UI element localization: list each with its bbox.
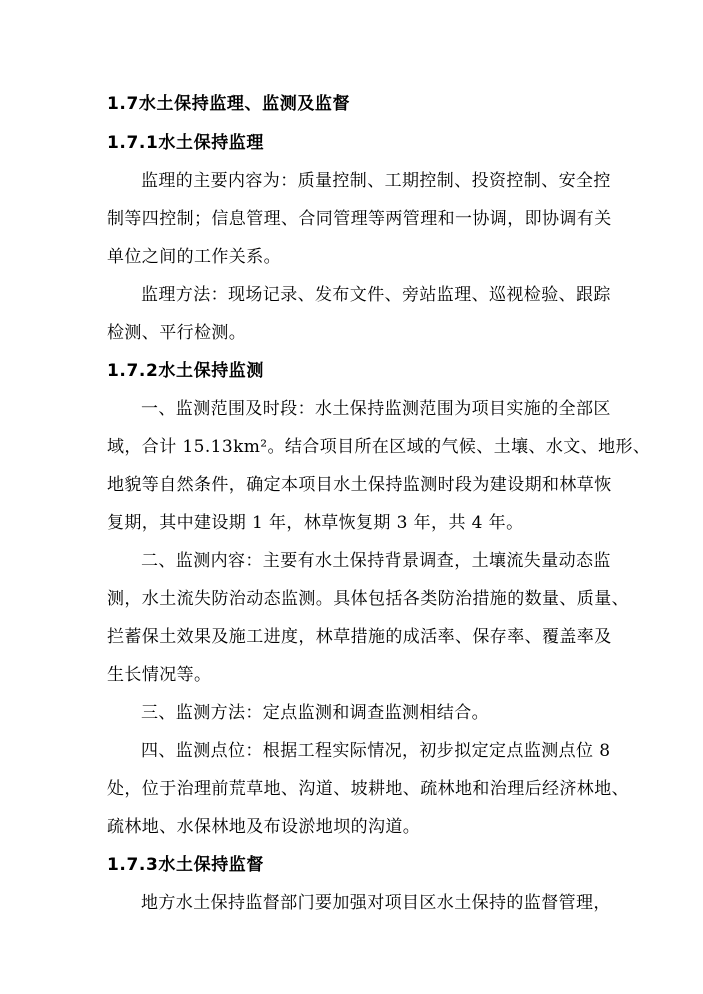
paragraph-line: 地方水土保持监督部门要加强对项目区水土保持的监督管理， [141, 893, 611, 913]
paragraph-line: 复期，其中建设期 1 年，林草恢复期 3 年，共 4 年。 [107, 513, 524, 533]
paragraph-line: 处，位于治理前荒草地、沟道、坡耕地、疏林地和治理后经济林地、 [107, 779, 629, 799]
paragraph-line: 疏林地、水保林地及布设淤地坝的沟道。 [107, 817, 421, 837]
section-heading-1-7: 1.7水土保持监理、监测及监督 [107, 94, 351, 114]
paragraph-line: 域，合计 15.13km²。结合项目所在区域的气候、土壤、水文、地形、 [107, 437, 651, 457]
paragraph-line: 监理的主要内容为：质量控制、工期控制、投资控制、安全控 [141, 171, 611, 191]
paragraph-line: 生长情况等。 [107, 665, 212, 685]
section-heading-1-7-3: 1.7.3水土保持监督 [107, 855, 265, 875]
paragraph-line: 拦蓄保土效果及施工进度，林草措施的成活率、保存率、覆盖率及 [107, 627, 612, 647]
paragraph-line: 三、监测方法：定点监测和调查监测相结合。 [141, 703, 489, 723]
paragraph-line: 四、监测点位：根据工程实际情况，初步拟定定点监测点位 8 [141, 741, 611, 761]
section-heading-1-7-2: 1.7.2水土保持监测 [107, 361, 265, 381]
paragraph-line: 二、监测内容：主要有水土保持背景调查，土壤流失量动态监 [141, 551, 611, 571]
paragraph-line: 单位之间的工作关系。 [107, 247, 281, 267]
paragraph-line: 检测、平行检测。 [107, 323, 247, 343]
paragraph-line: 测，水土流失防治动态监测。具体包括各类防治措施的数量、质量、 [107, 589, 629, 609]
paragraph-line: 地貌等自然条件，确定本项目水土保持监测时段为建设期和林草恢 [107, 475, 612, 495]
paragraph-line: 一、监测范围及时段：水土保持监测范围为项目实施的全部区 [141, 399, 611, 419]
paragraph-line: 监理方法：现场记录、发布文件、旁站监理、巡视检验、跟踪 [141, 285, 611, 305]
paragraph-line: 制等四控制；信息管理、合同管理等两管理和一协调，即协调有关 [107, 209, 612, 229]
section-heading-1-7-1: 1.7.1水土保持监理 [107, 133, 265, 153]
